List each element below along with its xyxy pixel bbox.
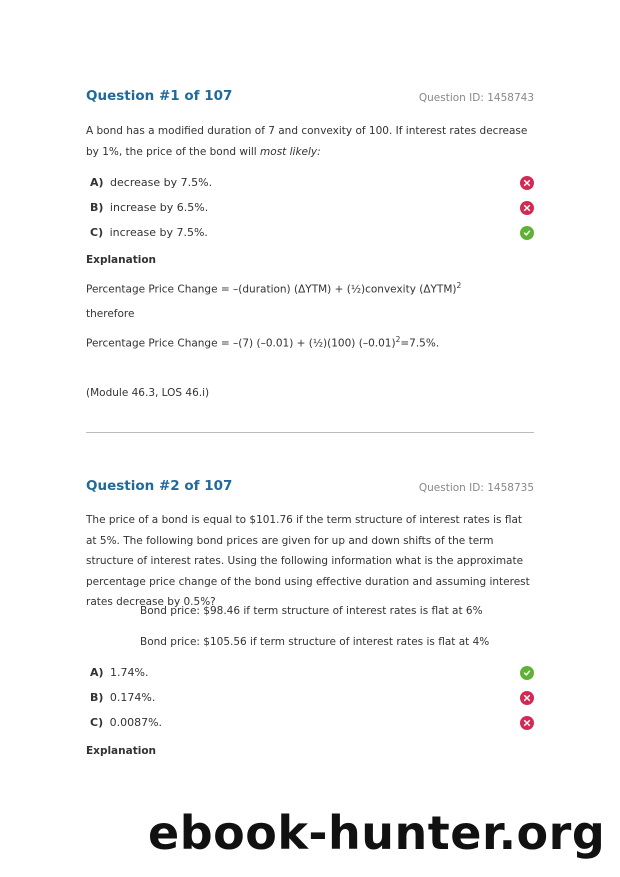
explanation-calculation [86,335,534,350]
option-text: 0.174%. [109,691,156,704]
bond-price-line: Bond price: $98.46 if term structure of interest rates is flat at 6% [140,605,483,617]
question-header [86,88,534,104]
option-text: decrease by 7.5%. [110,176,213,189]
answer-option-b[interactable] [86,195,534,220]
x-circle-icon [520,176,534,190]
question-stem [86,121,534,162]
calc-result: =7.5%. [400,337,440,350]
watermark: ebook-hunter.org [148,806,606,860]
check-circle-icon [520,226,534,240]
calc-superscript: 2 [395,335,401,344]
question-id: Question ID: 1458735 [418,482,534,494]
question-divider [86,432,534,433]
stem-text: A bond has a modified duration of 7 and convexity of 100. If interest rates decrease by 1%, the price of the bond will [86,125,528,158]
option-text: increase by 7.5%. [109,226,208,239]
option-letter: A) [90,176,104,189]
x-circle-icon [520,716,534,730]
question-id: Question ID: 1458743 [418,92,534,104]
explanation-heading: Explanation [86,745,157,757]
explanation-heading: Explanation [86,254,157,266]
explanation-formula [86,281,534,296]
question-title: Question #1 of 107 [86,88,233,104]
answer-option-b[interactable] [86,685,534,710]
calc-text: Percentage Price Change = –(7) (–0.01) + (½)(100) (–0.01) [86,337,396,350]
option-letter: B) [90,691,104,704]
question-title: Question #2 of 107 [86,478,233,494]
answer-option-c[interactable] [86,220,534,245]
option-letter: C) [90,716,104,729]
explanation-reference: (Module 46.3, LOS 46.i) [86,387,210,399]
question-stem: The price of a bond is equal to $101.76 if the term structure of interest rates is flat at 5%. The following bond prices are given for up and down shifts of the term structure of interest rates. Using the following information what is the approximate percentage price change of the bond using effective duration and assuming interest rates decrease by 0.5%? [86,514,530,608]
answer-options [86,660,534,735]
answer-option-a[interactable] [86,660,534,685]
explanation-therefore: therefore [86,308,135,320]
stem-emphasis: most likely: [260,145,321,158]
x-circle-icon [520,691,534,705]
question-header [86,478,534,494]
answer-option-a[interactable] [86,170,534,195]
option-text: 0.0087%. [109,716,163,729]
answer-option-c[interactable] [86,710,534,735]
formula-superscript: 2 [456,281,462,290]
formula-text: Percentage Price Change = –(duration) (ΔYTM) + (½)convexity (ΔYTM) [86,283,457,296]
option-text: increase by 6.5%. [109,201,209,214]
option-letter: A) [90,666,104,679]
question-1 [86,88,534,104]
option-letter: C) [90,226,104,239]
option-text: 1.74%. [110,666,149,679]
check-circle-icon [520,666,534,680]
answer-options [86,170,534,245]
bond-price-line: Bond price: $105.56 if term structure of interest rates is flat at 4% [140,636,490,648]
x-circle-icon [520,201,534,215]
question-2 [86,478,534,494]
option-letter: B) [90,201,104,214]
